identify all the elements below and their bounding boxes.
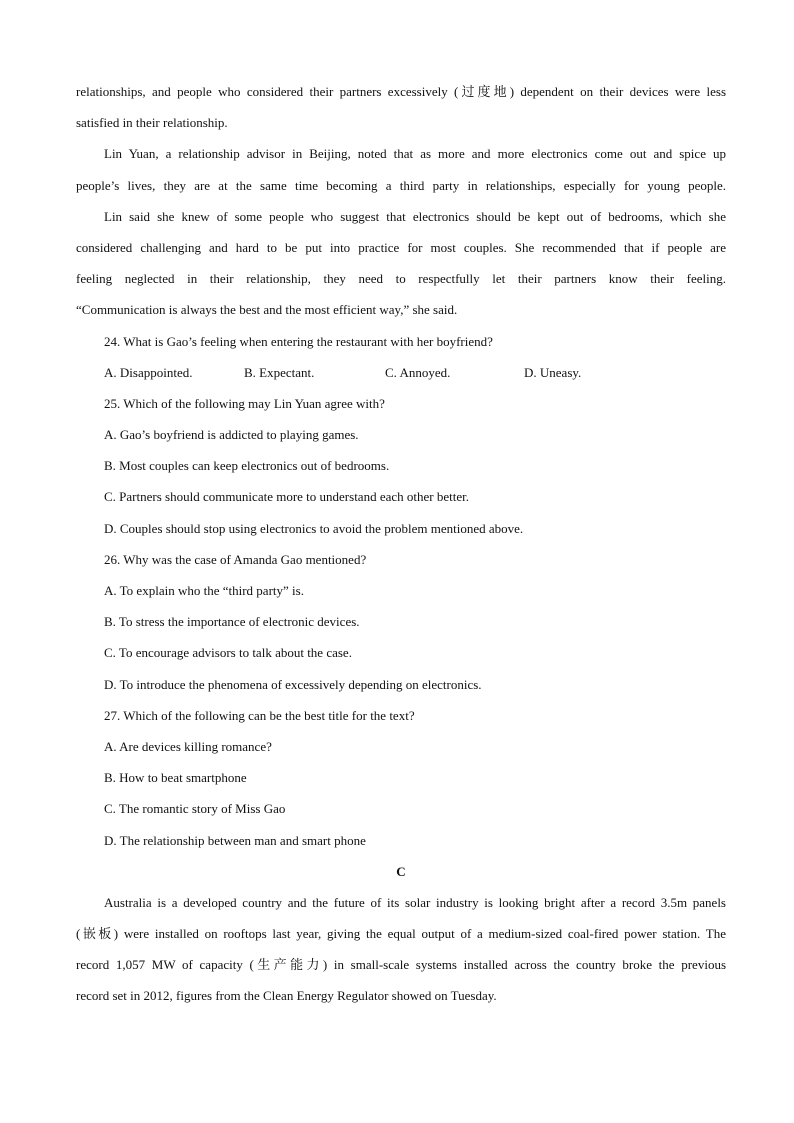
question-27-option-b: B. How to beat smartphone bbox=[104, 770, 247, 786]
question-24-option-b: B. Expectant. bbox=[244, 364, 315, 380]
section-c-line-1: Australia is a developed country and the future of its solar industry is looking bright after a record 3.5m panels bbox=[104, 894, 726, 910]
question-24-option-d: D. Uneasy. bbox=[524, 364, 582, 380]
question-26-option-d: D. To introduce the phenomena of excessively depending on electronics. bbox=[104, 676, 482, 692]
question-24-option-c: C. Annoyed. bbox=[385, 364, 451, 380]
section-c-line-3: record 1,057 MW of capacity (生产能力) in small-scale systems installed across the country broke the previous bbox=[76, 957, 726, 973]
section-c-heading: C bbox=[396, 863, 406, 879]
question-25-option-c: C. Partners should communicate more to understand each other better. bbox=[104, 489, 469, 505]
question-26-option-c: C. To encourage advisors to talk about the case. bbox=[104, 645, 352, 661]
question-26-stem: 26. Why was the case of Amanda Gao mentioned? bbox=[104, 551, 367, 567]
question-25-option-a: A. Gao’s boyfriend is addicted to playing games. bbox=[104, 427, 359, 443]
question-27-option-a: A. Are devices killing romance? bbox=[104, 738, 272, 754]
question-24-option-a: A. Disappointed. bbox=[104, 364, 193, 380]
question-26-option-a: A. To explain who the “third party” is. bbox=[104, 583, 304, 598]
passage-b-line-7: feeling neglected in their relationship, they need to respectfully let their partners know their feeling. bbox=[76, 271, 726, 287]
passage-b-line-2: satisfied in their relationship. bbox=[76, 115, 228, 131]
passage-b-line-6: considered challenging and hard to be put into practice for most couples. She recommended that if people are bbox=[76, 239, 726, 255]
question-25-stem: 25. Which of the following may Lin Yuan agree with? bbox=[104, 395, 385, 411]
passage-b-line-5: Lin said she knew of some people who suggest that electronics should be kept out of bedrooms, which she bbox=[104, 208, 726, 224]
question-24-options bbox=[76, 363, 726, 394]
question-27-option-d: D. The relationship between man and smart phone bbox=[104, 832, 366, 848]
passage-b-line-1: relationships, and people who considered their partners excessively (过度地) dependent on their devices were less bbox=[76, 84, 726, 99]
question-26-option-b: B. To stress the importance of electronic devices. bbox=[104, 614, 360, 630]
document-page bbox=[76, 82, 726, 1018]
section-c-line-4: record set in 2012, figures from the Clean Energy Regulator showed on Tuesday. bbox=[76, 988, 497, 1004]
passage-b-line-4: people’s lives, they are at the same time becoming a third party in relationships, especially for young people. bbox=[76, 177, 726, 193]
question-27-stem: 27. Which of the following can be the best title for the text? bbox=[104, 707, 415, 723]
question-27-option-c: C. The romantic story of Miss Gao bbox=[104, 801, 286, 817]
question-25-option-b: B. Most couples can keep electronics out of bedrooms. bbox=[104, 458, 390, 474]
passage-b-line-8: “Communication is always the best and the most efficient way,” she said. bbox=[76, 302, 458, 318]
question-25-option-d: D. Couples should stop using electronics to avoid the problem mentioned above. bbox=[104, 520, 524, 536]
question-24-stem: 24. What is Gao’s feeling when entering the restaurant with her boyfriend? bbox=[104, 333, 493, 349]
section-c-line-2: (嵌板) were installed on rooftops last year, giving the equal output of a medium-sized coal-fired power station. The bbox=[76, 926, 726, 942]
passage-b-line-3: Lin Yuan, a relationship advisor in Beijing, noted that as more and more electronics come out and spice up bbox=[104, 146, 726, 162]
